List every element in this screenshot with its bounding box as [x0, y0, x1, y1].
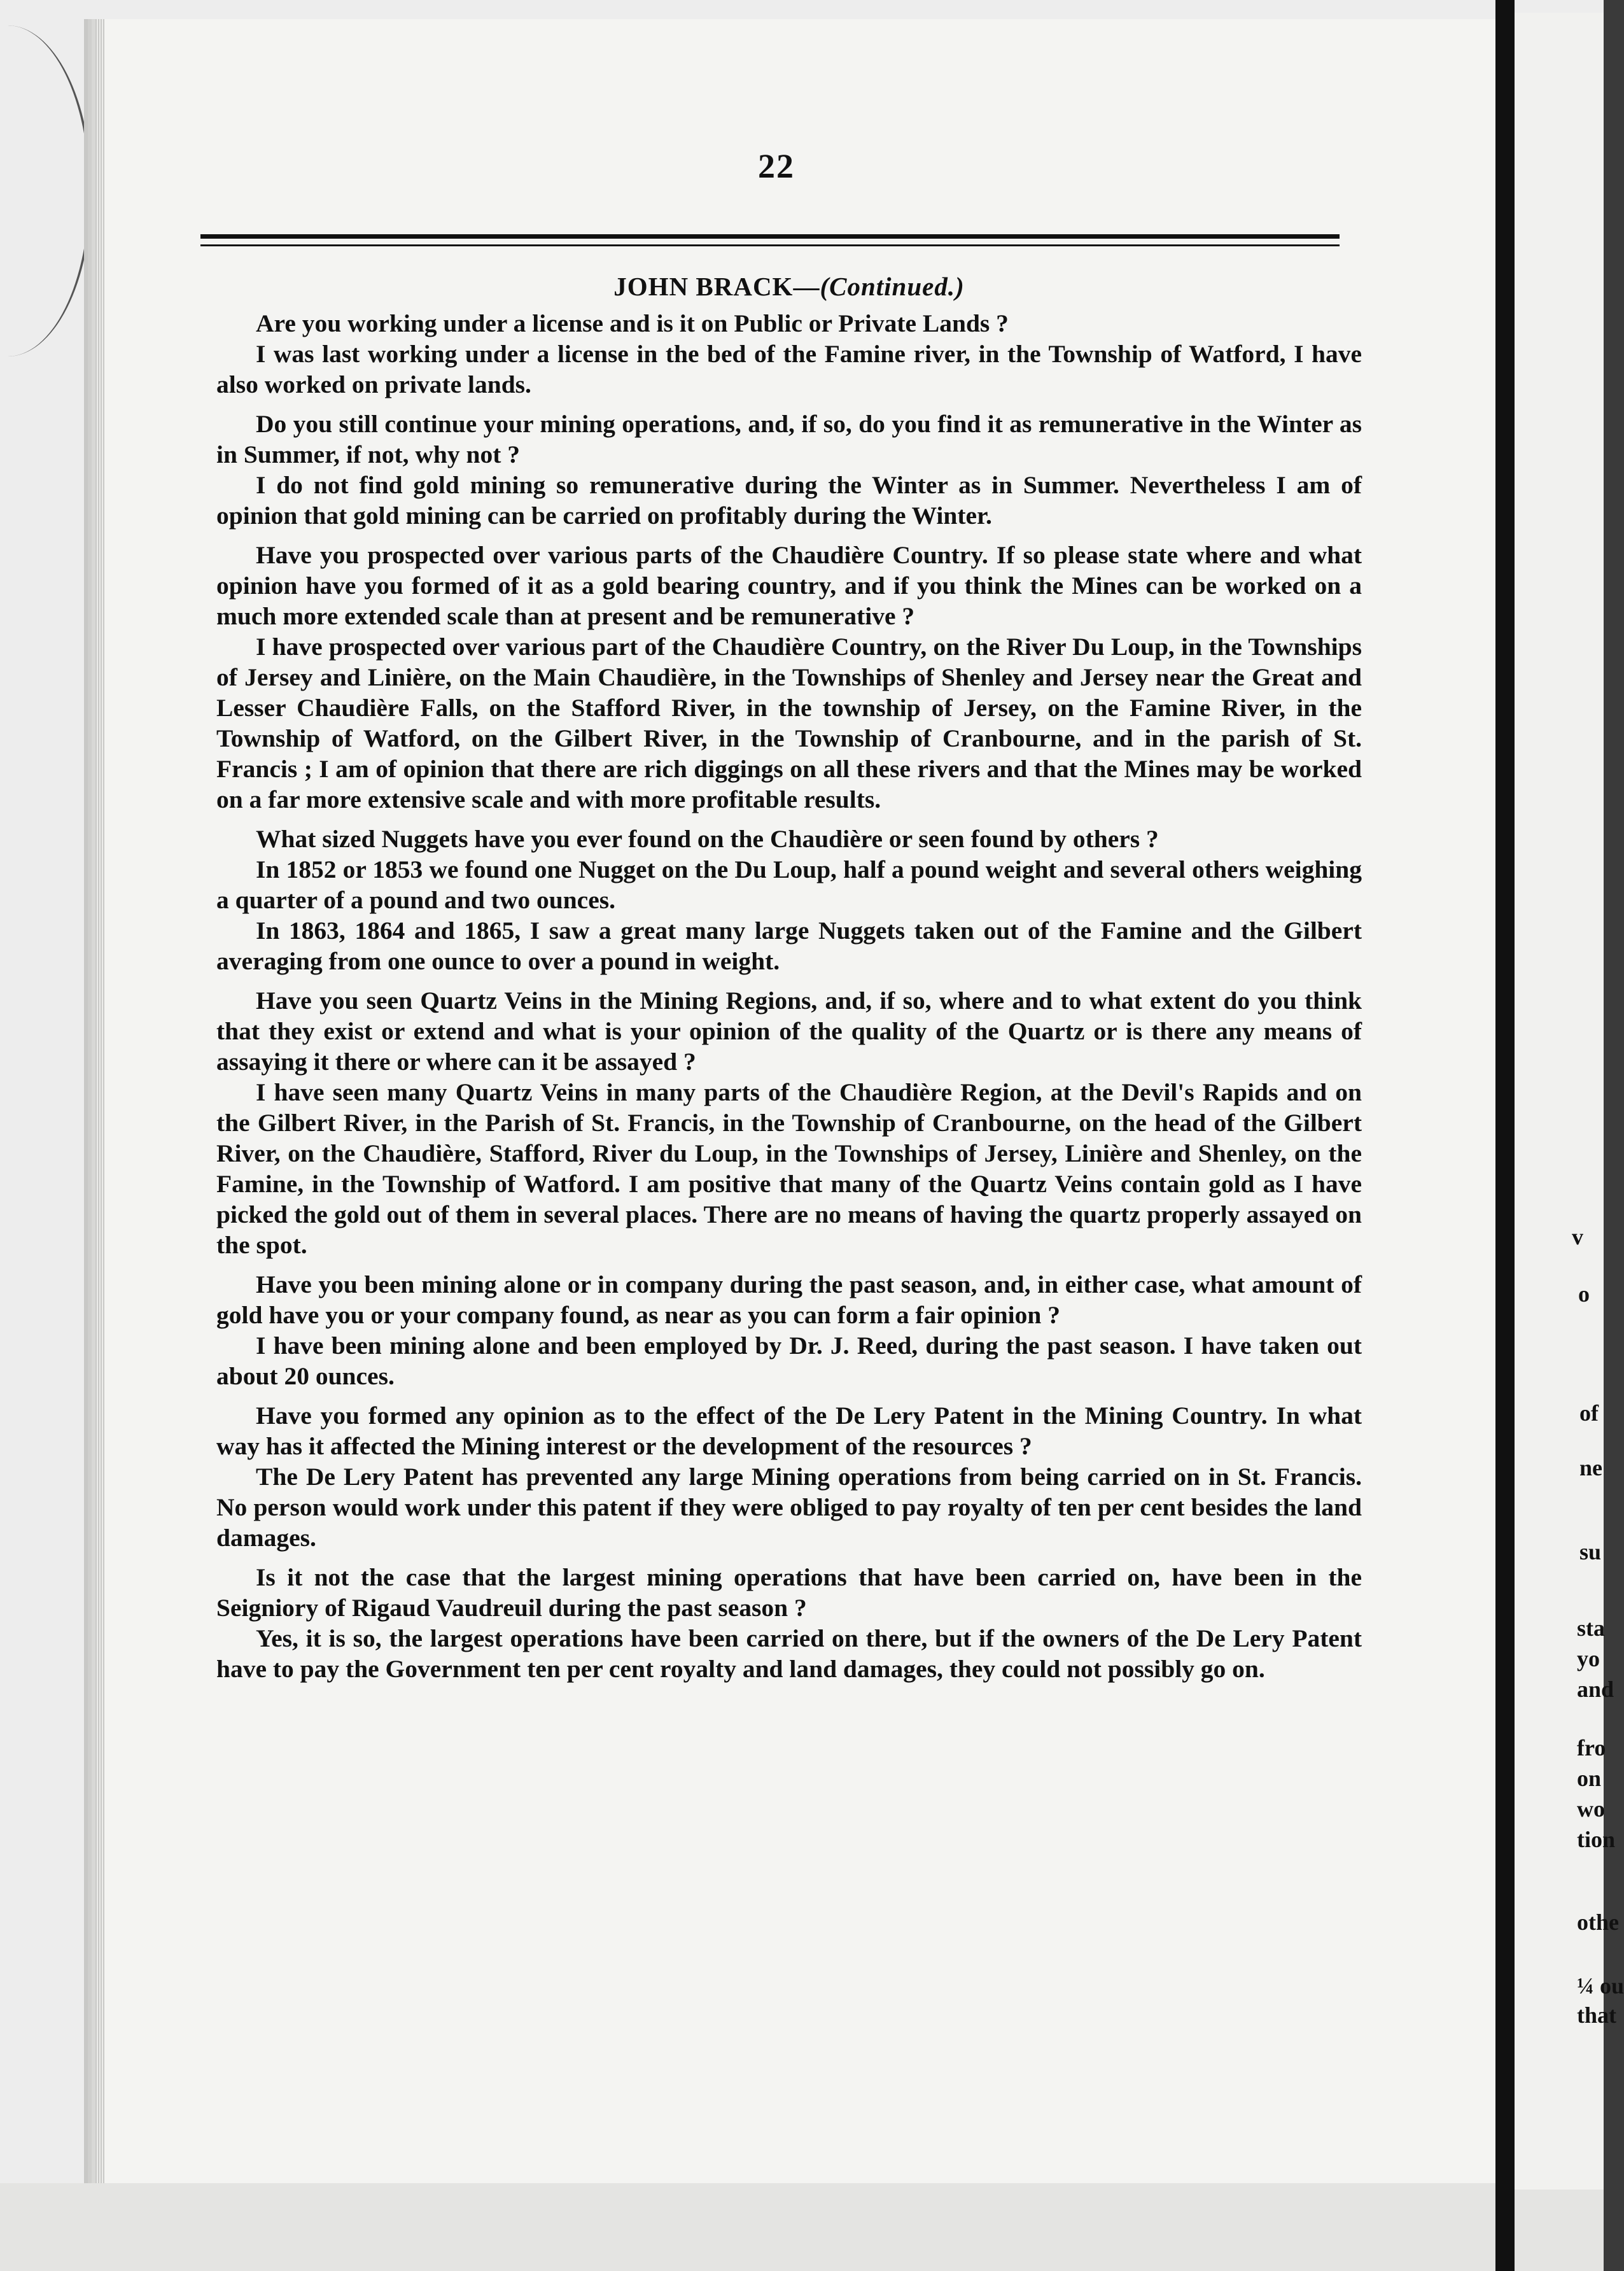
answer-paragraph: Yes, it is so, the largest operations have been carried on there, but if the owners of the De Lery Patent have to pay the Government ten per cent royalty and land damages, they could not possibly go on.: [216, 1624, 1362, 1683]
scan-bottom-shade: [0, 2183, 1604, 2271]
facing-page-fragment: on: [1577, 1766, 1602, 1791]
facing-page-fragment: wo: [1577, 1796, 1605, 1822]
facing-page-fragment: of: [1579, 1400, 1599, 1426]
question-paragraph: Do you still continue your mining operations, and, if so, do you find it as remunerative in the Winter as in Summer, if not, why not ?: [216, 410, 1362, 468]
facing-page-fragment: fro: [1577, 1735, 1606, 1761]
facing-page-fragment: tion: [1577, 1827, 1616, 1852]
answer-paragraph: I have prospected over various part of the Chaudière Country, on the River Du Loup, in the Townships of Jersey and Linière, on the Main Chaudière, in the Townships of Shenley and Jersey near the Great and Lesser Chaudière Falls, on the Stafford River, in the township of Jersey, on the Famine River, in the Township of Watford, on the Gilbert River, in the Township of Cranbourne, and in the parish of St. Francis ; I am of opinion that there are rich diggings on all these rivers and that the Mines may be worked on a far more extensive scale and with more profitable results.: [216, 633, 1362, 813]
facing-page-fragment: that: [1577, 2002, 1616, 2028]
facing-page-fragment: yo: [1577, 1646, 1600, 1671]
question-paragraph: Is it not the case that the largest mining operations that have been carried on, have been in the Seigniory of Rigaud Vaudreuil during the past season ?: [216, 1563, 1362, 1622]
answer-paragraph: In 1852 or 1853 we found one Nugget on the Du Loup, half a pound weight and several others weighing a quarter of a pound and two ounces.: [216, 855, 1362, 914]
question-paragraph: Have you formed any opinion as to the effect of the De Lery Patent in the Mining Country. In what way has it affected the Mining interest or the development of the resources ?: [216, 1402, 1362, 1460]
answer-paragraph: I do not find gold mining so remunerative during the Winter as in Summer. Nevertheless I am of opinion that gold mining can be carried on profitably during the Winter.: [216, 471, 1362, 530]
question-paragraph: What sized Nuggets have you ever found on the Chaudière or seen found by others ?: [256, 825, 1159, 853]
facing-page-fragment: su: [1579, 1539, 1602, 1564]
section-heading: [216, 272, 1362, 300]
question-paragraph: Have you seen Quartz Veins in the Mining Regions, and, if so, where and to what extent do you think that they exist or extend and what is your opinion of the quality of the Quartz or is there any means of assaying it there or where can it be assayed ?: [216, 987, 1362, 1076]
heading-name: JOHN BRACK—: [613, 272, 820, 301]
page-edge-stack: [95, 19, 104, 2183]
page-number: 22: [758, 147, 795, 185]
facing-page-fragment: ¼ ou: [1577, 1973, 1624, 1999]
question-paragraph: Have you prospected over various parts of the Chaudière Country. If so please state where and what opinion have you formed of it as a gold bearing country, and if you think the Mines can be worked on a much more extended scale than at present and be remunerative ?: [216, 541, 1362, 630]
header-rule: [200, 234, 1340, 239]
facing-page-fragment: sta: [1577, 1615, 1605, 1641]
answer-paragraph: I have seen many Quartz Veins in many parts of the Chaudière Region, at the Devil's Rapids and on the Gilbert River, in the Parish of St. Francis, in the Township of Cranbourne, on the head of the Gilbert River, on the Chaudière, Stafford, River du Loup, in the Townships of Jersey, Linière and Shenley, on the Famine, in the Township of Watford. I am positive that many of the Quartz Veins contain gold as I have picked the gold out of them in several places. There are no means of having the quartz properly assayed on the spot.: [216, 1078, 1362, 1259]
answer-paragraph: The De Lery Patent has prevented any large Mining operations from being carried on in St. Francis. No person would work under this patent if they were obliged to pay royalty of ten per cent besides the land damages.: [216, 1463, 1362, 1552]
body-text: [216, 272, 1362, 1684]
facing-page-fragment: and: [1577, 1677, 1614, 1702]
facing-page-fragment: o: [1578, 1281, 1590, 1307]
answer-paragraph: In 1863, 1864 and 1865, I saw a great many large Nuggets taken out of the Famine and the Gilbert averaging from one ounce to over a pound in weight.: [216, 917, 1362, 975]
question-paragraph: Are you working under a license and is it on Public or Private Lands ?: [256, 309, 1009, 337]
question-paragraph: Have you been mining alone or in company during the past season, and, in either case, what amount of gold have you or your company found, as near as you can form a fair opinion ?: [216, 1270, 1362, 1329]
book-gutter: [1495, 0, 1515, 2271]
answer-paragraph: I was last working under a license in the bed of the Famine river, in the Township of Watford, I have also worked on private lands.: [216, 340, 1362, 398]
heading-continued: (Continued.): [820, 272, 965, 301]
header-rule-thin: [200, 244, 1340, 246]
facing-page-fragment: othe: [1577, 1909, 1619, 1935]
facing-page-fragment: ne: [1579, 1455, 1602, 1480]
facing-page: [1515, 13, 1624, 2190]
facing-page-fragment: v: [1572, 1224, 1583, 1249]
answer-paragraph: I have been mining alone and been employed by Dr. J. Reed, during the past season. I have taken out about 20 ounces.: [216, 1332, 1362, 1390]
